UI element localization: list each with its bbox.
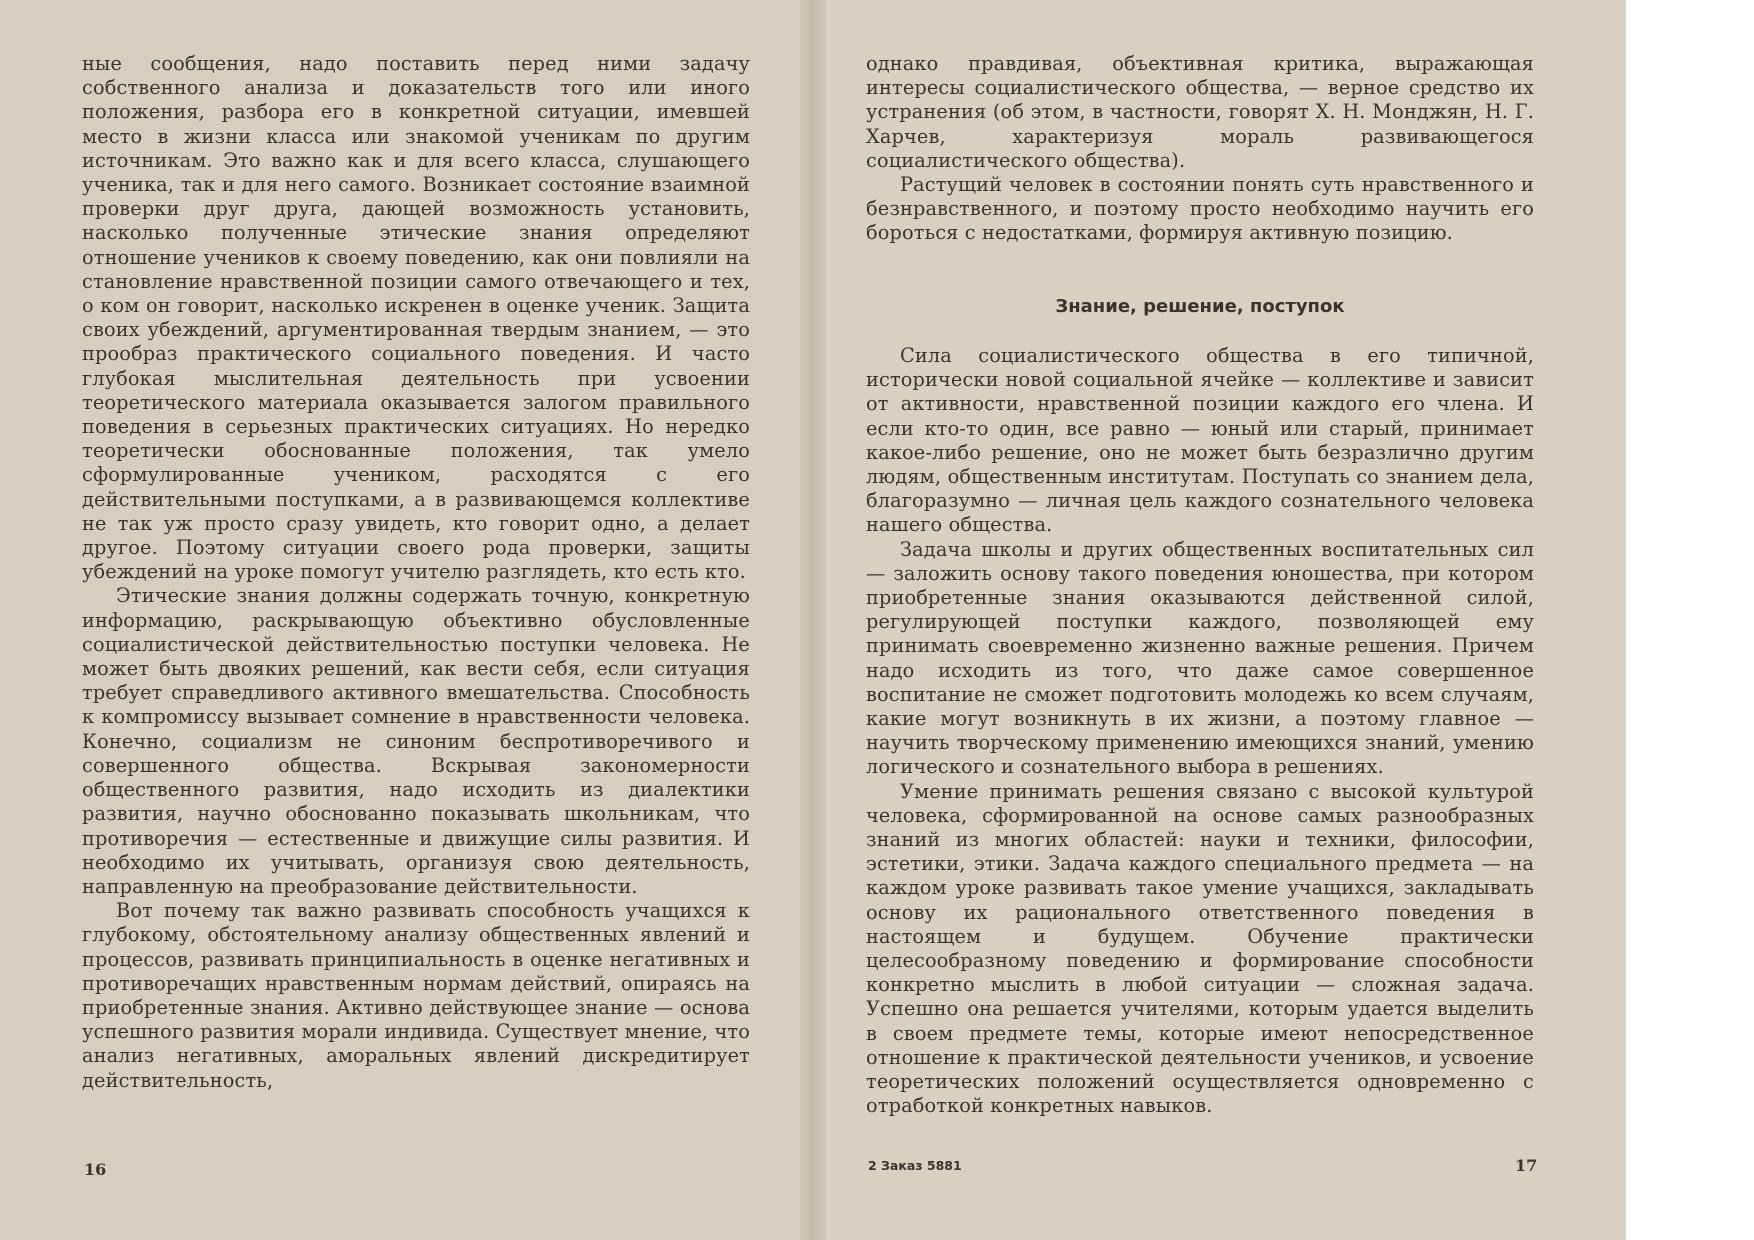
- left-paragraph: ные сообщения, надо поставить перед ними задачу собственного анализа и доказательств того или иного положения, разбора его в конкретной ситуации, имевшей место в жизни класса или знакомой ученикам по другим источникам. Это важно как и для всего класса, слушающего ученика, так и для него самого. Возникает состояние взаимной проверки друг друга, дающей возможность установить, насколько полученные этические знания определяют отношение учеников к своему поведению, как они повлияли на становление нравственной позиции самого отвечающего и тех, о ком он говорит, насколько искренен в оценке ученик. Защита своих убеждений, аргументированная твердым знанием, — это прообраз практического социального поведения. И часто глубокая мыслительная деятельность при усвоении теоретического материала оказывается залогом правильного поведения в серьезных практических ситуациях. Но нередко теоретически обоснованные положения, так умело сформулированные учеником, расходятся с его действительными поступками, а в развивающемся коллективе не так уж просто сразу увидеть, кто говорит одно, а делает другое. Поэтому ситуации своего рода проверки, защиты убеждений на уроке помогут учителю разглядеть, кто есть кто.: [82, 52, 750, 584]
- right-paragraph: Задача школы и других общественных воспитательных сил — заложить основу такого поведения юношества, при котором приобретенные знания оказываются действенной силой, регулирующей поступки каждого, позволяющей ему принимать своевременно жизненно важные решения. Причем надо исходить из того, что даже самое совершенное воспитание не сможет подготовить молодежь ко всем случаям, какие могут возникнуть в их жизни, а поэтому главное — научить творческому применению имеющихся знаний, умению логического и сознательного выбора в решениях.: [866, 537, 1534, 779]
- right-page-body-bottom: [866, 344, 1534, 1119]
- right-paragraph: однако правдивая, объективная критика, выражающая интересы социалистического общества, — верное средство их устранения (об этом, в частности, говорят Х. Н. Монджян, Н. Г. Харчев, характеризуя мораль развивающегося социалистического общества).: [866, 52, 1534, 172]
- right-paragraph: Умение принимать решения связано с высокой культурой человека, сформированной на основе самых разнообразных знаний из многих областей: науки и техники, философии, эстетики, этики. Задача каждого специального предмета — на каждом уроке развивать такое умение учащихся, закладывать основу их рационального ответственного поведения в настоящем и будущем. Обучение практически целесообразному поведению и формирование способности конкретно мыслить в любой ситуации — сложная задача. Успешно она решается учителями, которым удается выделить в своем предмете темы, которые имеют непосредственное отношение к практической деятельности учеников, и усвоение теоретических положений осуществляется одновременно с отработкой конкретных навыков.: [866, 779, 1534, 1118]
- right-paragraph: Растущий человек в состоянии понять суть нравственного и безнравственного, и поэтому просто необходимо научить его бороться с недостатками, формируя активную позицию.: [866, 173, 1534, 245]
- left-paragraph: Вот почему так важно развивать способность учащихся к глубокому, обстоятельному анализу общественных явлений и процессов, развивать принципиальность в оценке негативных и противоречащих нравственным нормам действий, опираясь на приобретенные знания. Активно действующее знание — основа успешного развития морали индивида. Существует мнение, что анализ негативных, аморальных явлений дискредитирует действительность,: [82, 899, 750, 1092]
- left-page-number: 16: [84, 1160, 107, 1179]
- right-paragraph: Сила социалистического общества в его типичной, исторически новой социальной ячейке — коллективе и зависит от активности, нравственной позиции каждого его члена. И если кто-то один, все равно — юный или старый, принимает какое-либо решение, оно не может быть безразлично другим людям, общественным институтам. Поступать со знанием дела, благоразумно — личная цель каждого сознательного человека нашего общества.: [866, 344, 1534, 537]
- left-page-body: [82, 52, 750, 1093]
- section-heading: Знание, решение, поступок: [1055, 296, 1345, 317]
- left-paragraph: Этические знания должны содержать точную, конкретную информацию, раскрывающую объективно обусловленные социалистической действительностью поступки человека. Не может быть двояких решений, как вести себя, если ситуация требует справедливого активного вмешательства. Способность к компромиссу вызывает сомнение в нравственности человека. Конечно, социализм не синоним беспротиворечивого и совершенного общества. Вскрывая закономерности общественного развития, надо исходить из диалектики развития, научно обоснованно показывать школьникам, что противоречия — естественные и движущие силы развития. И необходимо их учитывать, организуя свою деятельность, направленную на преобразование действительности.: [82, 584, 750, 898]
- print-signature: 2 Заказ 5881: [868, 1158, 962, 1173]
- right-page-body-top: [866, 52, 1534, 246]
- right-page-number: 17: [1515, 1156, 1538, 1175]
- book-gutter: [800, 0, 826, 1240]
